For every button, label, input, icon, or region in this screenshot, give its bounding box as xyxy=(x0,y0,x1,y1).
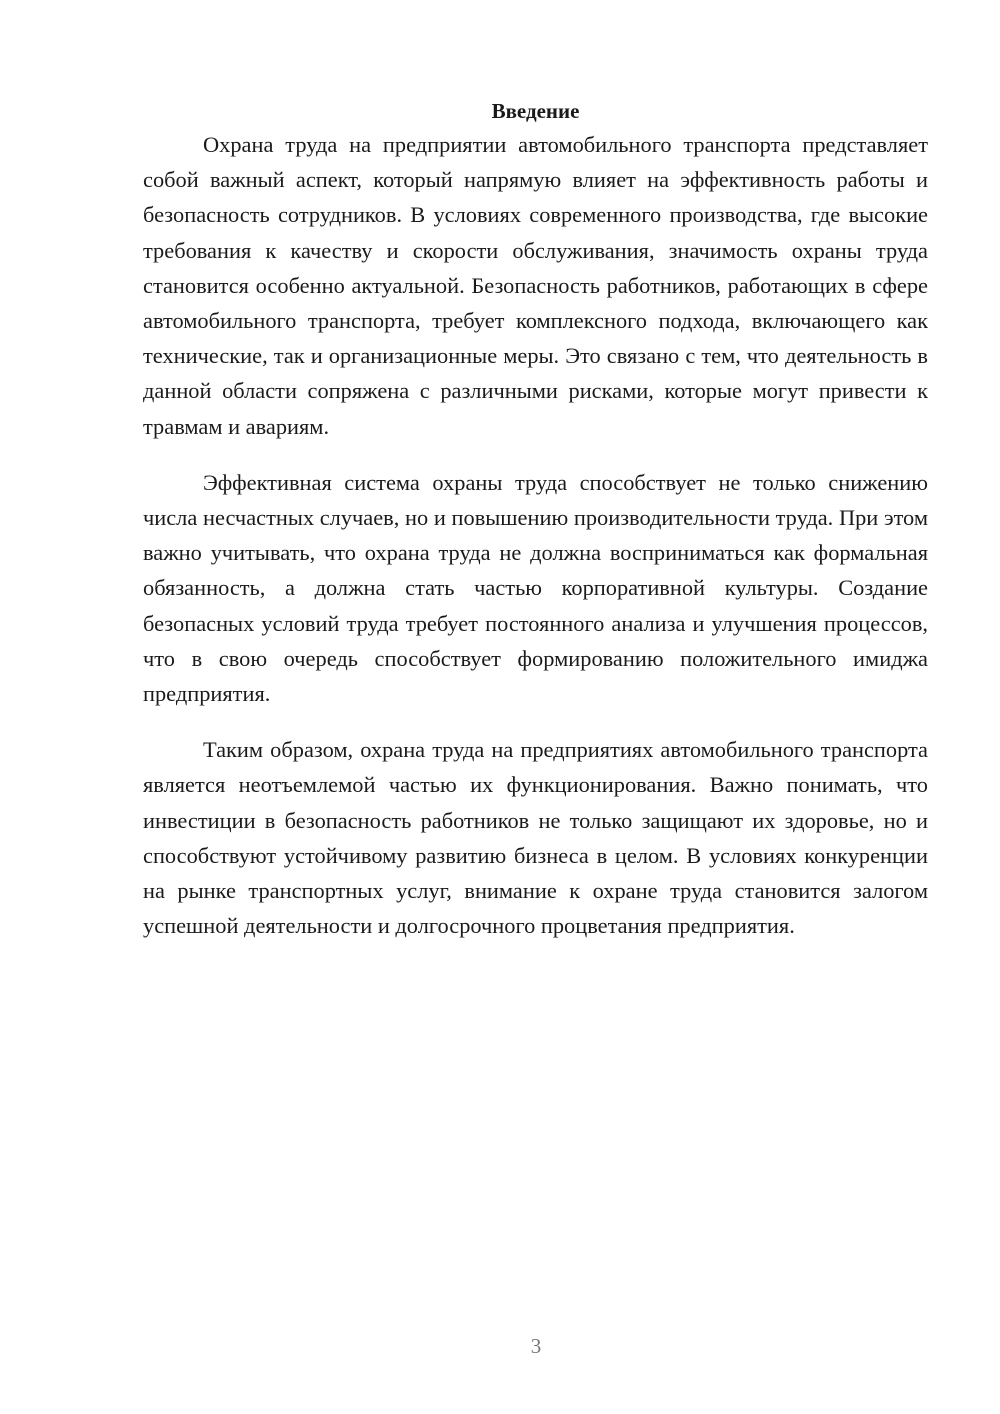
page-number: 3 xyxy=(530,1334,542,1358)
paragraph-1: Охрана труда на предприятии автомобильного транспорта представляет собой важный аспект, который напрямую влияет на эффективность работы и безопасность сотрудников. В условиях современного производства, где высокие требования к качеству и скорости обслуживания, значимость охраны труда становится особенно актуальной. Безопасность работников, работающих в сфере автомобильного транспорта, требует комплексного подхода, включающего как технические, так и организационные меры. Это связано с тем, что деятельность в данной области сопряжена с различными рисками, которые могут привести к травмам и авариям. xyxy=(143,132,928,439)
paragraph-2: Эффективная система охраны труда способствует не только снижению числа несчастных случаев, но и повышению производительности труда. При этом важно учитывать, что охрана труда не должна восприниматься как формальная обязанность, а должна стать частью корпоративной культуры. Создание безопасных условий труда требует постоянного анализа и улучшения процессов, что в свою очередь способствует формированию положительного имиджа предприятия. xyxy=(143,469,928,707)
section-title: Введение xyxy=(491,99,580,123)
paragraph-3: Таким образом, охрана труда на предприятиях автомобильного транспорта является неотъемлемой частью их функционирования. Важно понимать, что инвестиции в безопасность работников не только защищают их здоровье, но и способствуют устойчивому развитию бизнеса в целом. В условиях конкуренции на рынке транспортных услуг, внимание к охране труда становится залогом успешной деятельности и долгосрочного процветания предприятия. xyxy=(143,737,928,939)
page-content xyxy=(143,96,928,943)
